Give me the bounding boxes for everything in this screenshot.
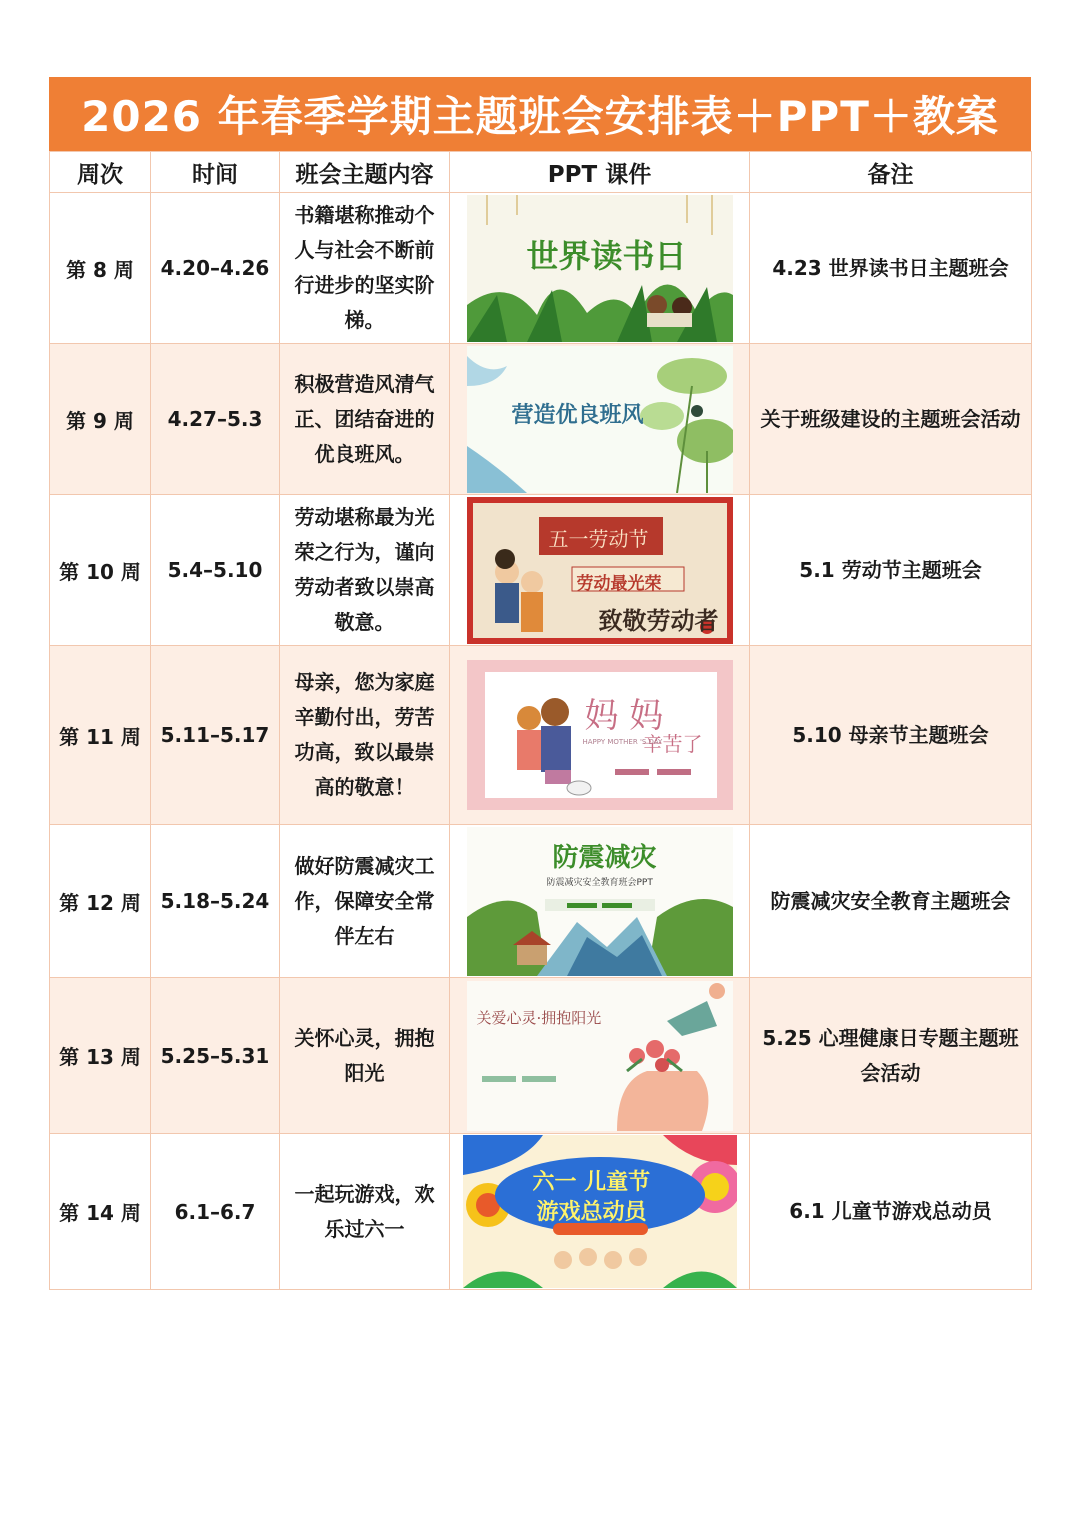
ppt-cell: [450, 495, 750, 646]
table-row: [50, 344, 1032, 495]
table-row: [50, 193, 1032, 344]
week-cell: 第 8 周: [50, 193, 151, 344]
theme-cell: 劳动堪称最为光荣之行为，谨向劳动者致以崇高敬意。: [280, 495, 450, 646]
table-row: [50, 1134, 1032, 1290]
note-cell: 5.10 母亲节主题班会: [750, 646, 1032, 825]
ppt-subtitle: 游戏总动员: [536, 1200, 647, 1225]
time-cell: 4.20–4.26: [151, 193, 280, 344]
ppt-thumbnail-mothers-day[interactable]: [467, 660, 733, 810]
week-cell: 第 13 周: [50, 978, 151, 1134]
theme-cell: 做好防震减灾工作，保障安全常伴左右: [280, 825, 450, 978]
theme-cell: 一起玩游戏，欢乐过六一: [280, 1134, 450, 1290]
ppt-thumbnail-earthquake[interactable]: [467, 827, 733, 976]
ppt-title: 妈 妈: [584, 696, 664, 736]
ppt-thumbnail-childrens-day[interactable]: [463, 1135, 737, 1288]
ppt-cell: [450, 825, 750, 978]
ppt-cell: [450, 1134, 750, 1290]
ppt-cell: [450, 193, 750, 344]
time-cell: 6.1–6.7: [151, 1134, 280, 1290]
head-flowers-illustration: [467, 981, 733, 1131]
table-row: [50, 978, 1032, 1134]
note-cell: 关于班级建设的主题班会活动: [750, 344, 1032, 495]
time-cell: 5.11–5.17: [151, 646, 280, 825]
table-row: [50, 495, 1032, 646]
ppt-title: 六一 儿童节: [532, 1170, 651, 1195]
ppt-title: 五一劳动节: [548, 526, 649, 551]
schedule-sheet: [49, 77, 1031, 1290]
ppt-title: 防震减灾: [552, 842, 657, 873]
note-cell: 4.23 世界读书日主题班会: [750, 193, 1032, 344]
week-cell: 第 10 周: [50, 495, 151, 646]
note-cell: 5.25 心理健康日专题主题班会活动: [750, 978, 1032, 1134]
ppt-thumbnail-labor-day[interactable]: [467, 497, 733, 644]
note-cell: 6.1 儿童节游戏总动员: [750, 1134, 1032, 1290]
week-cell: 第 12 周: [50, 825, 151, 978]
header-ppt: PPT 课件: [450, 152, 750, 193]
header-week: 周次: [50, 152, 151, 193]
ppt-subtitle: 防震减灾安全教育班会PPT: [546, 877, 653, 888]
theme-cell: 积极营造风清气正、团结奋进的优良班风。: [280, 344, 450, 495]
time-cell: 5.18–5.24: [151, 825, 280, 978]
time-cell: 5.4–5.10: [151, 495, 280, 646]
ppt-cell: [450, 978, 750, 1134]
table-row: [50, 646, 1032, 825]
ppt-title: 世界读书日: [526, 236, 687, 275]
note-cell: 防震减灾安全教育主题班会: [750, 825, 1032, 978]
time-cell: 4.27–5.3: [151, 344, 280, 495]
ppt-subtitle: 劳动最光荣: [576, 573, 662, 594]
week-cell: 第 14 周: [50, 1134, 151, 1290]
theme-cell: 关怀心灵，拥抱阳光: [280, 978, 450, 1134]
table-row: [50, 825, 1032, 978]
ppt-thumbnail-mental-health[interactable]: [467, 981, 733, 1131]
ppt-thumbnail-class-style[interactable]: [467, 346, 733, 493]
header-theme: 班会主题内容: [280, 152, 450, 193]
header-time: 时间: [151, 152, 280, 193]
ppt-subtitle: 辛苦了: [642, 732, 703, 756]
schedule-table: [49, 151, 1032, 1290]
note-cell: 5.1 劳动节主题班会: [750, 495, 1032, 646]
time-cell: 5.25–5.31: [151, 978, 280, 1134]
ppt-cell: [450, 646, 750, 825]
page-title: 2026 年春季学期主题班会安排表＋PPT＋教案: [49, 77, 1031, 151]
theme-cell: 书籍堪称推动个人与社会不断前行进步的坚实阶梯。: [280, 193, 450, 344]
ppt-subtitle-2: 致敬劳动者: [598, 606, 719, 635]
ppt-cell: [450, 344, 750, 495]
ppt-thumbnail-reading-day[interactable]: [467, 195, 733, 342]
week-cell: 第 9 周: [50, 344, 151, 495]
week-cell: 第 11 周: [50, 646, 151, 825]
theme-cell: 母亲，您为家庭辛勤付出，劳苦功高，致以最崇高的敬意！: [280, 646, 450, 825]
ppt-small-text: HAPPY MOTHER 'S DAY: [582, 738, 663, 746]
ppt-title: 关爱心灵·拥抱阳光: [476, 1008, 602, 1027]
table-header-row: [50, 152, 1032, 193]
header-note: 备注: [750, 152, 1032, 193]
ppt-title: 营造优良班风: [511, 401, 644, 428]
